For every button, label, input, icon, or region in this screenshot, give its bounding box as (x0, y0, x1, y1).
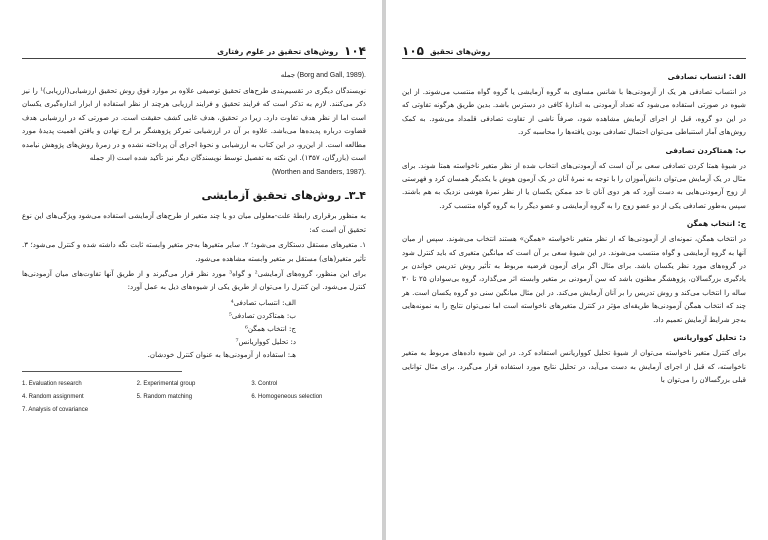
subsection-text-random-matching: در شیوهٔ همتا کردن تصادفی سعی بر آن است که آزمودنی‌های انتخاب شده از نظر متغیر ناخواسته همتا شوند. برای مثال در یک آزمایش می‌توان دانش‌آموزان را با توجه به نمرهٔ آنان در یک آزمون هوش با یکدیگر همسان کرد و فهرستی از زوج آزمودنی‌هایی به دست آورد که هر دوی آنان تا حد ممکن یکسان یا از نظر نمرهٔ هوشی نزدیک به هم باشند. سپس به‌طور تصادفی یکی از دو عضو زوج را به گروه آزمایشی و عضو دیگر را به گروه گواه منتسب کرد. (402, 160, 746, 210)
footnotes (22, 378, 366, 417)
control-methods-list (22, 296, 366, 361)
subsection-text-random-assignment: در انتساب تصادفی هر یک از آزمودنی‌ها با شانس مساوی به گروه آزمایشی یا گروه گواه منتسب می‌شوند. از این شیوه در صورتی استفاده می‌شود که تعداد آزمودنی به اندازهٔ کافی در دسترس باشد. بدین طریق هرگونه تفاوتی که در این دو گروه، قبل از اجرای آزمایش مشاهده شود، صرفاً ناشی از تفاوت تصادفی قلمداد می‌شود. به کمک روش‌های آمار استنباطی می‌توان احتمال تصادفی بودن یافته‌ها را محاسبه کرد. (402, 87, 746, 137)
left-running-title: روش‌های تحقیق در علوم رفتاری (217, 47, 339, 56)
footnote: 1. Evaluation research (22, 380, 82, 387)
footnote: 7. Analysis of covariance (22, 406, 89, 413)
footnote-rule (22, 371, 182, 372)
footnote: 3. Control (251, 380, 278, 387)
left-paragraph-2: به منظور برقراری رابطهٔ علت-معلولی میان دو یا چند متغیر از طرح‌های آزمایشی استفاده می‌شود ویژگی‌های این نوع تحقیق آن است که: (22, 211, 366, 234)
footnote: 5. Random matching (136, 393, 193, 400)
left-page-header (22, 38, 366, 59)
list-item: د: تحلیل کوواریانس⁷ (235, 336, 296, 346)
list-item: الف: انتساب تصادفی⁴ (230, 297, 296, 307)
right-page (386, 0, 768, 540)
section-title-experimental: ۴ـ۳ـ روش‌های تحقیق آزمایشی (201, 189, 366, 203)
subsection-title-covariance: د: تحلیل کوواریانس (673, 333, 746, 343)
left-header-group (217, 44, 366, 58)
subsection-title-random-assignment: الف: انتساب تصادفی (667, 72, 746, 81)
footnote: 2. Experimental group (136, 380, 196, 387)
list-item: ب: همتاکردن تصادفی⁵ (229, 310, 296, 320)
left-paragraph-1: نویسندگان دیگری در تقسیم‌بندی طرح‌های تحقیق توصیفی علاوه بر موارد فوق روش تحقیق ارزشیابی(ارزیابی)¹ را نیز ذکر می‌کنند. لازم به تذکر است که فرایند تحقیق و فرایند ارزیابی هرچند از نظر استفاده از ابزار اندازه‌گیری یکسان است اما از نظر هدف تفاوت دارد. زیرا در تحقیق، هدف غایی کشف حقیقت است. در صورتی که در ارزشیابی هدف قضاوت درباره پدیده‌ها می‌باشد. علاوه بر آن در ارزشیابی تمرکز پژوهشگر بر ارج نهادن و یافتن اهمیت پدیدهٔ مورد مطالعه است. از این‌رو، در این کتاب به ارزشیابی و نحوهٔ اجرای آن پرداخته نشده و در زمرهٔ روش‌های پژوهش نیامده است (بازرگان، ۱۳۵۷). این نکته به تفصیل توسط نویسندگان دیگر نیز تأکید شده است (از جمله (22, 86, 366, 163)
right-page-header (402, 38, 746, 59)
subsection-text-covariance: برای کنترل متغیر ناخواسته می‌توان از شیوهٔ تحلیل کوواریانس استفاده کرد. در این شیوه داده‌های مربوط به متغیر ناخواسته، که قبل از اجرای آزمایش به دست می‌آید، در تحلیل نتایج مورد استفاده قرار می‌گیرد. برای مثال توانایی قبلی بزرگسالان را می‌توان با (402, 348, 746, 384)
right-page-number: ۱۰۵ (402, 44, 424, 58)
subsection-text-homogeneous-selection: در انتخاب همگن، نمونه‌ای از آزمودنی‌ها که از نظر متغیر ناخواسته «همگن» هستند انتخاب می‌شوند. سپس از میان آنها به گروه آزمایشی و گواه منتسب می‌شوند. در این شیوهٔ سعی بر آن است که میانگین متغیری که باید کنترل شود در گروه‌های مورد نظر یکسان باشد. برای مثال اگر برای آزمون فرضیه مربوط به تأثیر روش تدریس خواندن بر یادگیری بزرگسالان، پژوهشگر مظنون باشد که سن آزمودنی بر متغیر وابسته اثر می‌گذارد، گروه بی‌سوادان ۲۵ تا ۳۰ ساله را انتخاب می‌کند و روش تدریس را بر آنان آزمایش می‌کند. در این مثال میانگین سنی دو گروه یکسان است. هر چند که انتخاب همگن آزمودنی‌ها طریقه‌ای مؤثر در کنترل متغیرهای ناخواسته است اما نمی‌توان نتایج را به نمونه‌هایی به‌جز شرایط آزمایش تعمیم داد. (402, 234, 746, 324)
right-running-title: روش‌های تحقیق (429, 47, 491, 56)
left-page (0, 0, 382, 540)
subsection-title-random-matching: ب: همتاکردن تصادفی (665, 145, 746, 155)
left-paragraph-3: ۱. متغیرهای مستقل دستکاری می‌شود؛ ۲. سایر متغیرها به‌جز متغیر وابسته ثابت نگه داشته شده و کنترل می‌شود؛ ۳. تأثیر متغیر(های) مستقل بر متغیر وابسته مشاهده می‌شود. (22, 240, 366, 263)
subsection-title-homogeneous-selection: ج: انتخاب همگن (686, 219, 746, 229)
right-header-group (402, 44, 490, 58)
intro-reference: جمله (Borg and Gall, 1989). (280, 72, 366, 79)
list-item: هـ: استفاده از آزمودنی‌ها به عنوان کنترل خودشان. (147, 349, 296, 359)
left-page-number: ۱۰۴ (344, 44, 366, 58)
left-paragraph-4: برای این منظور، گروه‌های آزمایشی² و گواه³ مورد نظر قرار می‌گیرند و از طریق آنها تفاوت‌های میان آزمودنی‌ها کنترل می‌شود. این کنترل را می‌توان از طریق یکی از شیوه‌های ذیل به عمل آورد: (22, 269, 366, 292)
footnote: 4. Random assignment (22, 393, 84, 400)
list-item: ج: انتخاب همگن⁶ (245, 323, 296, 333)
left-paragraph-1-reference: (Worthen and Sanders, 1987). (271, 169, 366, 177)
footnote: 6. Homogeneous selection (251, 393, 323, 400)
